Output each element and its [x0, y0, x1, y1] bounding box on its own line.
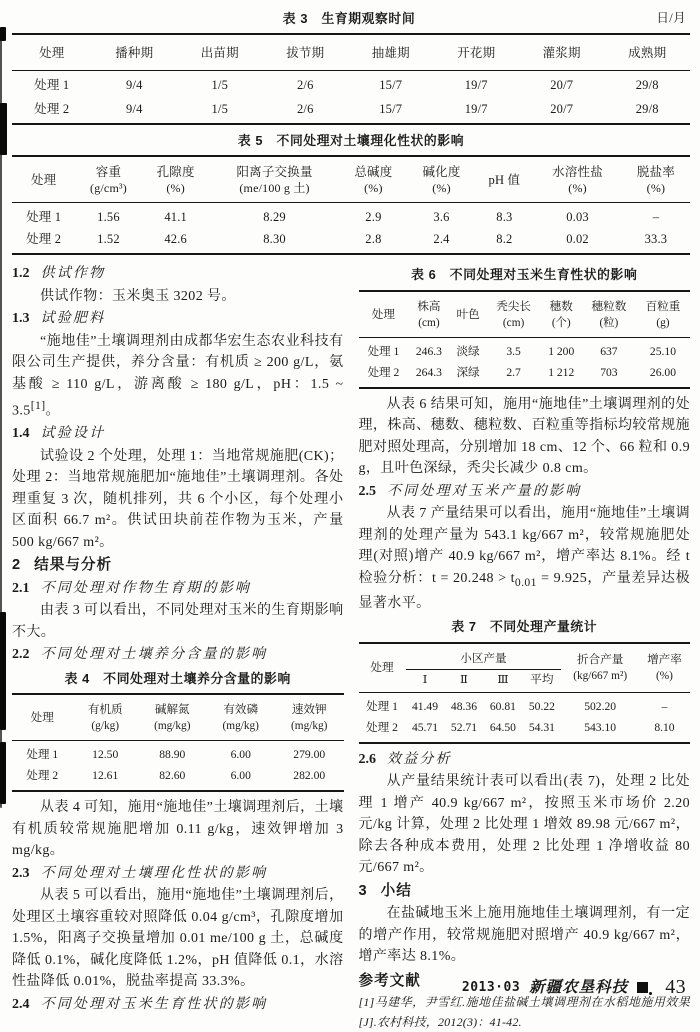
table-cell: 29/8	[635, 77, 659, 92]
table-row	[12, 70, 690, 97]
column-group-header: 小区产量	[406, 643, 562, 670]
scan-artifact	[0, 27, 6, 41]
references-heading: 参考文献	[358, 972, 421, 989]
table-cell: 54.31	[528, 720, 555, 734]
table-cell: 26.00	[649, 365, 676, 379]
table-cell: 19/7	[464, 101, 488, 116]
table-cell: 29/8	[635, 101, 659, 116]
table-growth-traits	[359, 290, 691, 389]
page-number: 43	[665, 975, 686, 998]
table-cell: 0.02	[566, 232, 589, 246]
column-header: 开花期	[433, 34, 518, 71]
table-cell: 1/5	[211, 77, 229, 92]
table-cell: 0.03	[566, 210, 589, 224]
column-header: 株高 (cm)	[408, 291, 449, 338]
column-header: 抽雄期	[348, 34, 433, 71]
column-header: 穗粒数 (粒)	[582, 291, 636, 338]
paragraph-2-3: 从表 5 可以看出，施用“施地佳”土壤调理剂后，处理区土壤容重较对照降低 0.04 g/cm³，孔隙度增加 1.5%，阳离子交换量增加 0.01 me/100 g 土，总碱度降低 0.1%，碱化度降低 1.2%，pH 值降低 0.1，水溶性盐降低 0.01%，脱盐率提高 33.3%。	[12, 888, 344, 990]
column-header: Ⅰ	[406, 669, 445, 692]
table-cell: 1.56	[97, 210, 120, 224]
table-cell: 19/7	[464, 77, 488, 92]
section-heading-2-5: 2.5 不同处理对玉米产量的影响	[358, 483, 582, 499]
table-cell: –	[661, 699, 668, 713]
table-cell: 8.30	[263, 232, 286, 246]
two-column-area	[12, 262, 690, 1032]
table-cell: 64.50	[489, 720, 516, 734]
section-heading-2-1: 2.1 不同处理对作物生育期的影响	[12, 580, 252, 596]
table-growth-period	[12, 33, 690, 125]
paragraph-2-1: 由表 3 可以看出，不同处理对玉米的生育期影响不大。	[12, 603, 344, 640]
table-cell: 264.3	[415, 365, 442, 379]
section-heading-2-2: 2.2 不同处理对土壤养分含量的影响	[12, 647, 268, 663]
table-yield-statistics	[359, 642, 691, 744]
table-cell: 处理 2	[26, 769, 59, 783]
table-cell: 8.10	[654, 720, 675, 734]
column-header: 穗数 (个)	[541, 291, 582, 338]
paragraph-1-4: 试验设 2 个处理，处理 1：当地常规施肥(CK)；处理 2：当地常规施肥加“施地佳”土壤调理剂。各处理重复 3 次，随机排列，共 6 个小区，每个处理小区面积 66.7 m²。供试田块前茬作物为玉米，产量 500 kg/667 m²。	[12, 448, 344, 550]
paragraph-2-4-analysis: 从表 6 结果可知，施用“施地佳”土壤调理剂的处理，株高、穗数、穗粒数、百粒重等指标均较常规施肥对照处理高，分别增加 18 cm、12 个、66 粒和 0.9 g，且叶色深绿，秃尖长减少 0.8 cm。	[358, 396, 690, 476]
table-cell: 20/7	[550, 101, 574, 116]
column-header: 灌浆期	[519, 34, 604, 71]
table-row	[12, 203, 690, 229]
table-cell: 15/7	[379, 101, 403, 116]
column-header: Ⅲ	[483, 669, 522, 692]
column-header: 有效磷 (mg/kg)	[207, 694, 275, 741]
column-header: 处理	[12, 694, 72, 741]
table-cell: 502.20	[584, 699, 617, 713]
table-cell: 2.4	[433, 232, 450, 246]
table-row	[359, 337, 691, 362]
table-cell: 88.90	[159, 748, 186, 762]
table-cell: 52.71	[450, 720, 477, 734]
table-cell: 279.00	[293, 748, 326, 762]
table-cell: 41.1	[164, 210, 187, 224]
table-row	[359, 362, 691, 388]
table-cell: 处理 1	[26, 210, 62, 224]
column-header: 孔隙度 (%)	[142, 156, 210, 203]
column-header: 叶色	[450, 291, 487, 338]
table-cell: 8.29	[263, 210, 286, 224]
column-header: 播种期	[92, 34, 177, 71]
column-header: pH 值	[476, 156, 534, 203]
table-cell: 3.5	[506, 344, 521, 358]
column-header: 处理	[12, 156, 75, 203]
table-cell: 1/5	[211, 101, 229, 116]
column-header: 拔节期	[263, 34, 348, 71]
section-heading-2-3: 2.3 不同处理对土壤理化性状的影响	[12, 865, 268, 881]
table-cell: 25.10	[649, 344, 676, 358]
table-cell: 2.7	[506, 365, 521, 379]
table-cell: 2/6	[296, 77, 314, 92]
table-cell: 6.00	[230, 769, 251, 783]
table-cell: 8.2	[496, 232, 513, 246]
section-heading-2-6: 2.6 效益分析	[358, 751, 452, 767]
table4-caption: 表 4 不同处理对土壤养分含量的影响	[64, 670, 291, 686]
table7-caption: 表 7 不同处理产量统计	[451, 619, 598, 635]
table-header-row	[12, 694, 344, 741]
table-cell: 48.36	[450, 699, 477, 713]
column-header: 碱解氮 (mg/kg)	[138, 694, 206, 741]
table-cell: 处理 2	[367, 365, 400, 379]
table-cell: 246.3	[415, 344, 442, 358]
column-header: 折合产量 (kg/667 m²)	[561, 643, 639, 693]
scan-artifact	[0, 103, 7, 155]
table-cell: 20/7	[550, 77, 574, 92]
column-header: 脱盐率 (%)	[622, 156, 690, 203]
section-heading-1-3: 1.3 试验肥料	[12, 311, 106, 326]
column-header: 处理	[359, 291, 409, 338]
column-header: 容重 (g/cm³)	[75, 156, 141, 203]
table-row	[12, 97, 690, 124]
paragraph-1-2: 供试作物：玉米奥玉 3202 号。	[40, 288, 236, 304]
table-cell: 45.71	[411, 720, 439, 734]
table-cell: 637	[600, 344, 618, 358]
table-cell: 深绿	[456, 365, 480, 379]
section-heading-1-4: 1.4 试验设计	[12, 426, 106, 442]
table-cell: 2/6	[296, 101, 314, 116]
column-header: 有机质 (g/kg)	[72, 694, 138, 741]
table-cell: 2.9	[365, 210, 382, 224]
column-header: 出苗期	[177, 34, 262, 71]
column-header: 碱化度 (%)	[407, 156, 475, 203]
table-cell: 处理 2	[34, 101, 70, 116]
table3-unit-note: 日/月	[656, 11, 687, 25]
table-cell: 12.50	[92, 748, 119, 762]
paragraph-1-3: “施地佳”土壤调理剂由成都华宏生态农业科技有限公司生产提供，养分含量：有机质 ≥ 200 g/L，氨基酸 ≥ 110 g/L，游离酸 ≥ 180 g/L，pH：1.5 ~ 3.5[1]。	[12, 333, 344, 419]
t-test-subscript: 0.01	[514, 575, 537, 589]
table-header-row	[359, 291, 691, 338]
table-cell: 33.3	[644, 232, 668, 246]
table-cell: 处理 1	[367, 344, 400, 358]
table-cell: 1 212	[548, 365, 575, 379]
table-cell: 543.10	[584, 720, 617, 734]
table5-caption: 表 5 不同处理对土壤理化性状的影响	[237, 132, 465, 148]
table3-caption: 表 3 生育期观察时间	[282, 11, 416, 26]
table-cell: 3.6	[433, 210, 450, 224]
scan-artifact	[0, 742, 6, 804]
column-header: 成熟期	[604, 34, 690, 71]
table-cell: 2.8	[365, 232, 382, 246]
table-soil-nutrients	[12, 693, 344, 792]
citation-superscript: [1]	[30, 399, 46, 412]
paragraph-2-5: 从表 7 产量结果可以看出，施用“施地佳”土壤调理剂的处理产量为 543.1 kg/667 m²，较常规施肥处理(对照)增产 40.9 kg/667 m²，增产率达 8.1%。经 t 检验分析：$t = 20.248 > t_{0.01} = 9.925$，产量差异达极显著水平。	[358, 506, 690, 611]
table-cell: –	[652, 210, 660, 224]
left-column	[12, 262, 344, 1016]
column-header: 增产率 (%)	[639, 643, 690, 693]
section-heading-2: 2 结果与分析	[12, 557, 113, 574]
table-row	[359, 692, 691, 717]
paragraph-3: 在盐碱地玉米上施用施地佳土壤调理剂，有一定的增产作用，较常规施肥对照增产 40.9 kg/667 m²，增产率达 8.1%。	[358, 906, 690, 965]
table-cell: 41.49	[411, 699, 439, 713]
section-heading-1-2: 1.2 供试作物	[12, 266, 106, 281]
table-row	[12, 228, 690, 254]
table-cell: 处理 2	[26, 232, 62, 246]
column-header: 处理	[12, 34, 92, 71]
table-cell: 703	[600, 365, 618, 379]
paragraph-2-6: 从产量结果统计表可以看出(表 7)，处理 2 比处理 1 增产 40.9 kg/667 m²，按照玉米市场价 2.20 元/kg 计算，处理 2 比处理 1 增效 89.98 元/667 m²，除去各种成本费用，处理 2 比处理 1 净增收益 80 元/667 m²。	[358, 774, 690, 876]
column-header: 阳离子交换量 (me/100 g 土)	[210, 156, 340, 203]
section-heading-2-4: 2.4 不同处理对玉米生育性状的影响	[12, 996, 268, 1012]
table-header-row	[12, 156, 690, 203]
table-cell: 处理 2	[366, 720, 398, 734]
table-cell: 12.61	[92, 769, 119, 783]
table-cell: 9/4	[126, 101, 143, 116]
table-cell: 8.3	[496, 210, 513, 224]
footer-issue: 2013·03	[461, 979, 521, 995]
table-row	[359, 717, 691, 743]
table-header-row	[12, 34, 690, 71]
column-header: 处理	[359, 643, 406, 693]
column-header: Ⅱ	[444, 669, 483, 692]
table-cell: 6.00	[230, 748, 251, 762]
table-soil-properties	[12, 155, 690, 255]
paragraph-2-2: 从表 4 可知，施用“施地佳”土壤调理剂后，土壤有机质较常规施肥增加 0.11 g/kg，速效钾增加 3 mg/kg。	[12, 800, 344, 859]
table-cell: 1 200	[548, 344, 575, 358]
column-header: 速效钾 (mg/kg)	[275, 694, 344, 741]
journal-logo-icon	[637, 982, 648, 993]
table-cell: 处理 1	[366, 699, 398, 713]
table-cell: 50.22	[528, 699, 555, 713]
table-row	[12, 741, 344, 766]
page-footer	[462, 977, 686, 999]
right-column	[359, 262, 691, 1032]
table3-caption-row	[12, 8, 690, 30]
table-header-row	[359, 643, 691, 670]
table-cell: 1.52	[97, 232, 120, 246]
table-cell: 42.6	[164, 232, 187, 246]
scan-artifact	[0, 612, 6, 730]
table-cell: 15/7	[379, 77, 403, 92]
footer-journal-name: 新疆农垦科技	[529, 978, 629, 996]
table-cell: 9/4	[126, 77, 143, 92]
table6-caption: 表 6 不同处理对玉米生育性状的影响	[411, 267, 638, 282]
table-cell: 82.60	[159, 769, 186, 783]
column-header: 总碱度 (%)	[339, 156, 407, 203]
column-header: 水溶性盐 (%)	[533, 156, 622, 203]
column-header: 百粒重 (g)	[636, 291, 690, 338]
section-heading-3: 3 小结	[358, 882, 412, 899]
table-cell: 282.00	[293, 769, 326, 783]
column-header: 平均	[522, 669, 561, 692]
reference-item: [1]马建华，尹雪红.施地佳盐碱土壤调理剂在水稻地施用效果[J].农村科技，2012(3)：41-42.	[358, 995, 690, 1029]
column-header: 秃尖长 (cm)	[487, 291, 541, 338]
table-cell: 处理 1	[34, 77, 70, 92]
table-row	[12, 766, 344, 792]
table-cell: 处理 1	[26, 748, 59, 762]
table-cell: 60.81	[489, 699, 516, 713]
table-cell: 淡绿	[456, 344, 480, 358]
